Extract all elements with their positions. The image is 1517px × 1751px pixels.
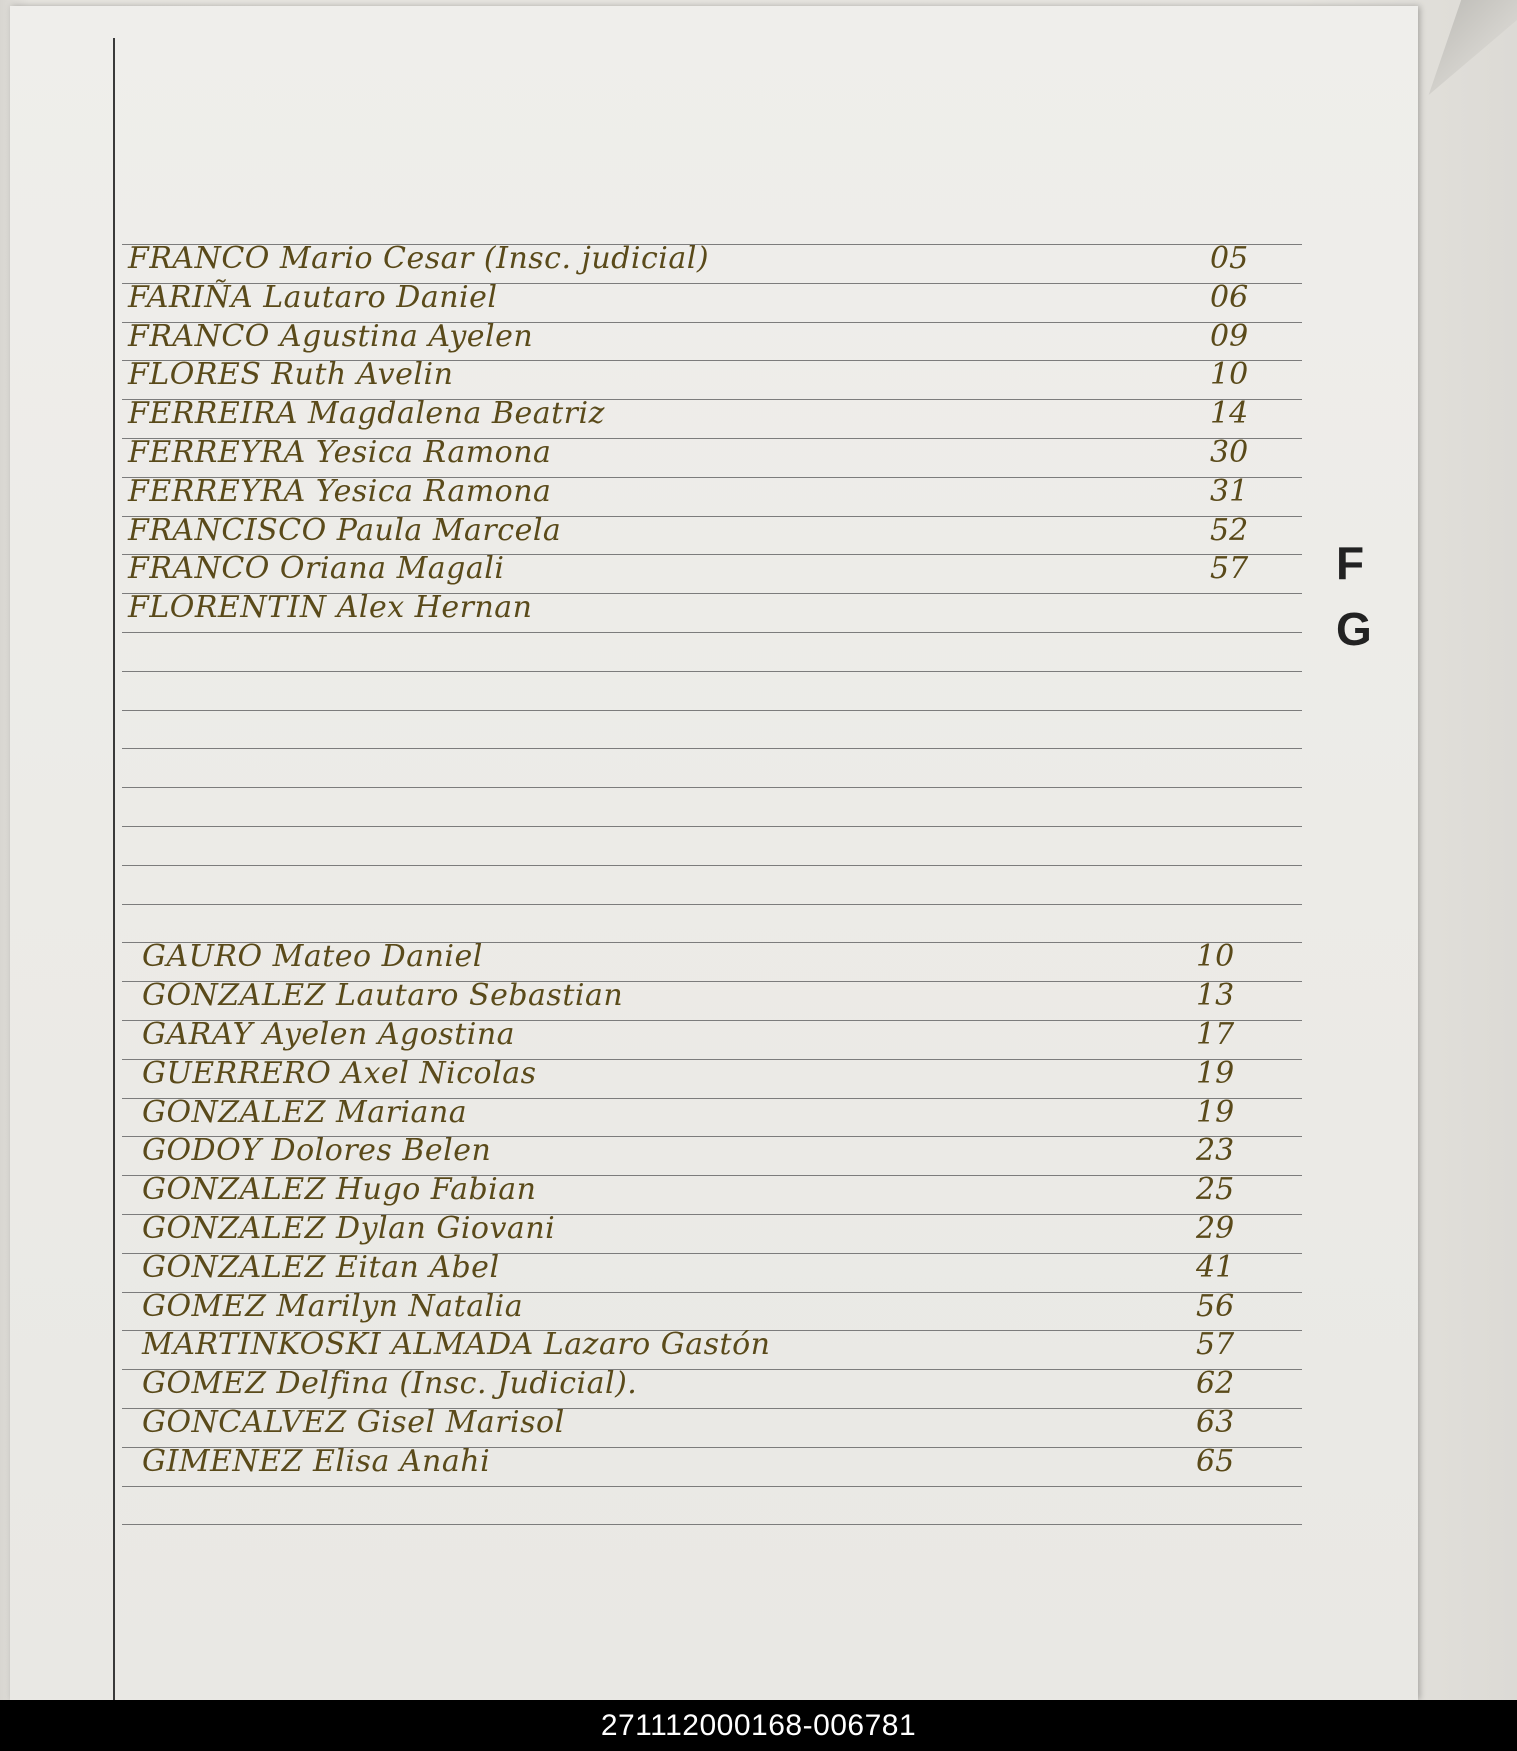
ruled-line — [122, 632, 1302, 633]
notebook-page — [10, 6, 1418, 1700]
ruled-line — [122, 865, 1302, 866]
ruled-line — [122, 671, 1302, 672]
entry-number: 23 — [1196, 1133, 1235, 1168]
entry-name: FERREIRA Magdalena Beatriz — [128, 396, 605, 431]
entry-number: 05 — [1210, 241, 1249, 276]
entry-number: 10 — [1196, 939, 1235, 974]
entry-name: GONZALEZ Dylan Giovani — [142, 1211, 556, 1246]
entry-name: GUERRERO Axel Nicolas — [142, 1056, 537, 1091]
entry-number: 63 — [1196, 1405, 1235, 1440]
index-letter-g: G — [1336, 603, 1372, 655]
margin-rule — [113, 38, 115, 1700]
entry-number: 10 — [1210, 357, 1249, 392]
entry-number: 25 — [1196, 1172, 1235, 1207]
entry-number: 52 — [1210, 513, 1249, 548]
entry-number: 30 — [1210, 435, 1249, 470]
entry-name: FRANCO Agustina Ayelen — [128, 319, 534, 354]
entry-number: 14 — [1210, 396, 1249, 431]
entry-name: FRANCISCO Paula Marcela — [128, 513, 562, 548]
index-letter-f: F — [1336, 537, 1365, 589]
entry-name: GOMEZ Marilyn Natalia — [142, 1289, 524, 1324]
entry-number: 57 — [1196, 1327, 1235, 1362]
entry-number: 41 — [1196, 1250, 1235, 1285]
entry-number: 06 — [1210, 280, 1249, 315]
entry-number: 19 — [1196, 1056, 1235, 1091]
entry-name: GONCALVEZ Gisel Marisol — [142, 1405, 565, 1440]
entry-name: GOMEZ Delfina (Insc. Judicial). — [142, 1366, 638, 1401]
entry-name: GONZALEZ Eitan Abel — [142, 1250, 500, 1285]
entry-number: 57 — [1210, 551, 1249, 586]
entry-number: 13 — [1196, 978, 1235, 1013]
entry-name: GARAY Ayelen Agostina — [142, 1017, 516, 1052]
entry-number: 17 — [1196, 1017, 1235, 1052]
entry-number: 62 — [1196, 1366, 1235, 1401]
entry-name: FLORES Ruth Avelin — [128, 357, 454, 392]
ruled-line — [122, 787, 1302, 788]
entry-name: FRANCO Mario Cesar (Insc. judicial) — [128, 241, 710, 276]
entry-name: MARTINKOSKI ALMADA Lazaro Gastón — [142, 1327, 771, 1362]
entry-name: GIMENEZ Elisa Anahi — [142, 1444, 491, 1479]
ruled-line — [122, 1486, 1302, 1487]
document-id-footer: 271112000168-006781 — [0, 1700, 1517, 1751]
entry-name: GAURO Mateo Daniel — [142, 939, 483, 974]
entry-name: GONZALEZ Lautaro Sebastian — [142, 978, 624, 1013]
entry-name: FARIÑA Lautaro Daniel — [128, 280, 498, 315]
entry-name: GODOY Dolores Belen — [142, 1133, 492, 1168]
entry-name: GONZALEZ Mariana — [142, 1095, 468, 1130]
ruled-line — [122, 748, 1302, 749]
entry-name: GONZALEZ Hugo Fabian — [142, 1172, 537, 1207]
ruled-line — [122, 826, 1302, 827]
ruled-line — [122, 1524, 1302, 1525]
entry-name: FRANCO Oriana Magali — [128, 551, 505, 586]
entry-name: FERREYRA Yesica Ramona — [128, 435, 552, 470]
entry-number: 19 — [1196, 1095, 1235, 1130]
entry-number: 65 — [1196, 1444, 1235, 1479]
ruled-line — [122, 904, 1302, 905]
entry-name: FERREYRA Yesica Ramona — [128, 474, 552, 509]
entry-number: 09 — [1210, 319, 1249, 354]
ruled-line — [122, 710, 1302, 711]
entry-number: 56 — [1196, 1289, 1235, 1324]
entry-name: FLORENTIN Alex Hernan — [128, 590, 533, 625]
entry-number: 31 — [1210, 474, 1249, 509]
entry-number: 29 — [1196, 1211, 1235, 1246]
